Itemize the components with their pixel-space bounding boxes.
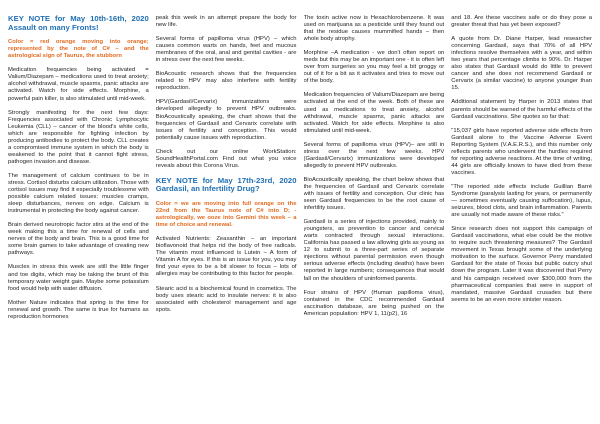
body-paragraph: HPV(Gardasil/Cervarix) immunizations were developed allegedly to prevent HPV outbreaks. BioAcoustically speaking, the chart shows that the frequencies of Gardasil and Cervarix correlate with issues of fertility and conception. This would potentially cause issues with reproduction. <box>155 99 297 141</box>
body-paragraph: Strongly manifesting for the next few days: Frequencies associated with Chronic Lymphocytic Leukemia (CLL) – cancer of the blood's white cells, which are responsible for fighting infection by producing antibodies to protect the body. CLL creates a compromised immune system in which the body is weakened to the point that it cannot fight stress, pathogen invasion and disease. <box>8 109 149 165</box>
color-note: Color = red orange moving into orange; represented by the note of C# – and the astrological sign of Taurus, the stubborn <box>8 39 149 60</box>
section-heading: KEY NOTE for May 17th-23rd, 2020 Gardasil, an Infertility Drug? <box>155 175 297 194</box>
body-paragraph: A quote from Dr. Diane Harper, lead researcher concerning Gardasil, says that 70% of all HPV infections resolve themselves with a year, and within two years that percentage climbs to 90%. Dr. Harper also states that Gardasil would do little to prevent cancer and she does not recommend Gardasil or Cervarix (a similar vaccine) to anyone younger than 15. <box>451 36 592 92</box>
body-paragraph: Brain derived neurotropic factor stirs at the end of the week making this a time for renewal of cells and nerves of the body and brain. This is a good time for some brain games to take advantage of creating new pathways. <box>8 222 149 257</box>
body-paragraph: Activated Nutrients: Zeaxanthin – an important bioflavonoid that helps rid the body of free radicals. The vitamin most influenced is Lutein – A form of Vitamin A for eyes. If this is an issue for you, you may find your eyes to be a bit slower to focus – lots of allergies may be contributing to this factor for people. <box>155 236 297 278</box>
body-paragraph: Check out our online WorkStation: SoundHealthPortal.com Find out what you voice reveals about this Corona Virus. <box>155 148 297 169</box>
body-paragraph: The management of calcium continues to be in stress. Cortisol disturbs calcium utilization. Those with cortisol issues may find it especially troublesome with possible calcium related issues: muscles cramps, sleep disturbances, nerves on edge. Calcium is instrumental in protecting the body against cancer. <box>8 172 149 215</box>
body-paragraph: Medication frequencies being activated = Valium/Diazepam – medications used to treat anxiety; alcohol withdrawal, muscle spasms, panic attacks are activated. Watch for side effects. Morphine, a powerful pain killer, is also stimulated until mid-week. <box>8 67 149 102</box>
body-paragraph: BioAcoustic research shows that the frequencies related to HPV may also interfere with fertility reproduction. <box>155 71 297 92</box>
body-paragraph: Gardasil is a series of injections provided, mainly to youngsters, as prevention to cancer and cervical warts contracted through sexual interactions. California has passed a law allowing girls as young as 12 to submit to a three-part series of separate injections without parental permission even though serious adverse effects (including deaths) have been reported in large numbers; consequences that would fall on the shoulders of uninformed parents. <box>303 219 445 282</box>
body-paragraph: Several forms of papilloma virus (HPV)– are still in stress over the next few weeks. HPV (Gardasil/Cervarix) immunizations were developed allegedly to prevent HPV outbreaks. <box>303 141 445 169</box>
body-paragraph: peak this week in an attempt prepare the body for new life. <box>155 15 297 29</box>
column-1 <box>8 15 149 418</box>
body-paragraph: Since research does not support this campaign of Gardasil vaccinations, what else could be the motive to require such threatening measures? The Gardasil movement in Texas brought some of the underlying motivation to the surface. Governor Perry mandated Gardasil for the state of Texas but public outcry shut down the program. Later it was discovered that Perry and his campaign received over $300,000 from the pharmaceutical companies that were in support of mandated, massive Gardasil crusades but there seems to be an even more sinister reason. <box>451 226 592 303</box>
column-3 <box>304 15 445 418</box>
column-2 <box>156 15 297 418</box>
body-paragraph: Medication frequencies of Valium/Diazepam are being activated at the end of the week. Both of these are used as medications to treat anxiety, alcohol withdrawal, muscle spasms, panic attacks are activated. Watch for side effects. Morphine is also stimulated until mid-week. <box>303 92 445 134</box>
body-paragraph: BioAcoustically speaking, the chart below shows that the frequencies of Gardasil and Cervarix correlate with issues of fertility and conception. Our clinic has seen Gardasil frequencies to be the root cause of infertility issues. <box>303 176 445 212</box>
color-note: Color = we are moving into full orange on the 22nd from the Taurus note of C# into D; -astrologically, we ooze into Gemini this week – a time of choice and renewal. <box>155 201 297 229</box>
body-paragraph: Mother Nature indicates that spring is the time for renewal and growth. The same is true for humans as reproduction hormones <box>8 299 149 320</box>
section-heading: KEY NOTE for May 10th-16th, 2020 Assault on many Fronts! <box>8 15 149 32</box>
body-paragraph: "The reported side effects include Guillian Barré Syndrome (paralysis lasting for years, or permanently — sometimes eventually causing suffocation), lupus, seizures, blood clots, and brain inflammation. Parents are usually not made aware of these risks." <box>451 183 592 219</box>
body-paragraph: Morphine –A medication - we don't often report on meds but this may be an important one - it is often left over from surgeries so you may feel a bit groggy or out of it for a bit as it activates and tries to move out of the body. <box>303 50 445 85</box>
body-paragraph: Stearic acid is a biochemical found in cosmetics. The body uses stearic acid to insulate nerves: it is also associated with cholesterol management and age spots. <box>155 285 297 313</box>
column-4 <box>451 15 592 418</box>
body-paragraph: Additional statement by Harper in 2013 states that parents should be warned of the harmful effects of the Gardasil vaccinations. She quotes so far that: <box>451 99 592 120</box>
body-paragraph: "15,037 girls have reported adverse side effects from Gardasil alone to the Vaccine Adverse Event Reporting System (V.A.E.R.S.), and this number only reflects parents who underwent the hurdles required for reporting adverse reactions. At the time of writing, 44 girls are officially known to have died from these vaccines. <box>451 127 592 176</box>
body-paragraph: and 18. Are these vaccines safe or do they pose a greater threat that has yet been exposed? <box>451 15 592 29</box>
body-paragraph: The toxin active now is Hexachlorobenzene. It was used on marijuana as a pesticide until they found out that the residue causes mummified hands – then whole body atrophy. <box>303 15 445 43</box>
body-paragraph: Four strains of HPV (Human papilloma virus), contained in the CDC recommended Gardasil vaccination database, are being pushed on the American population: HPV 1, 11(p2), 16 <box>303 289 445 317</box>
body-paragraph: Several forms of papilloma virus (HPV) – which causes common warts on hands, feet and mucous membranes of the oral, anal and genital cavities - are in stress over the next few weeks. <box>155 36 297 64</box>
body-paragraph: Muscles in stress this week are still the little finger and toe digits, which may be taking the brunt of this temporary water weight gain. Maybe some potassium food would help with water diffusion. <box>8 264 149 292</box>
